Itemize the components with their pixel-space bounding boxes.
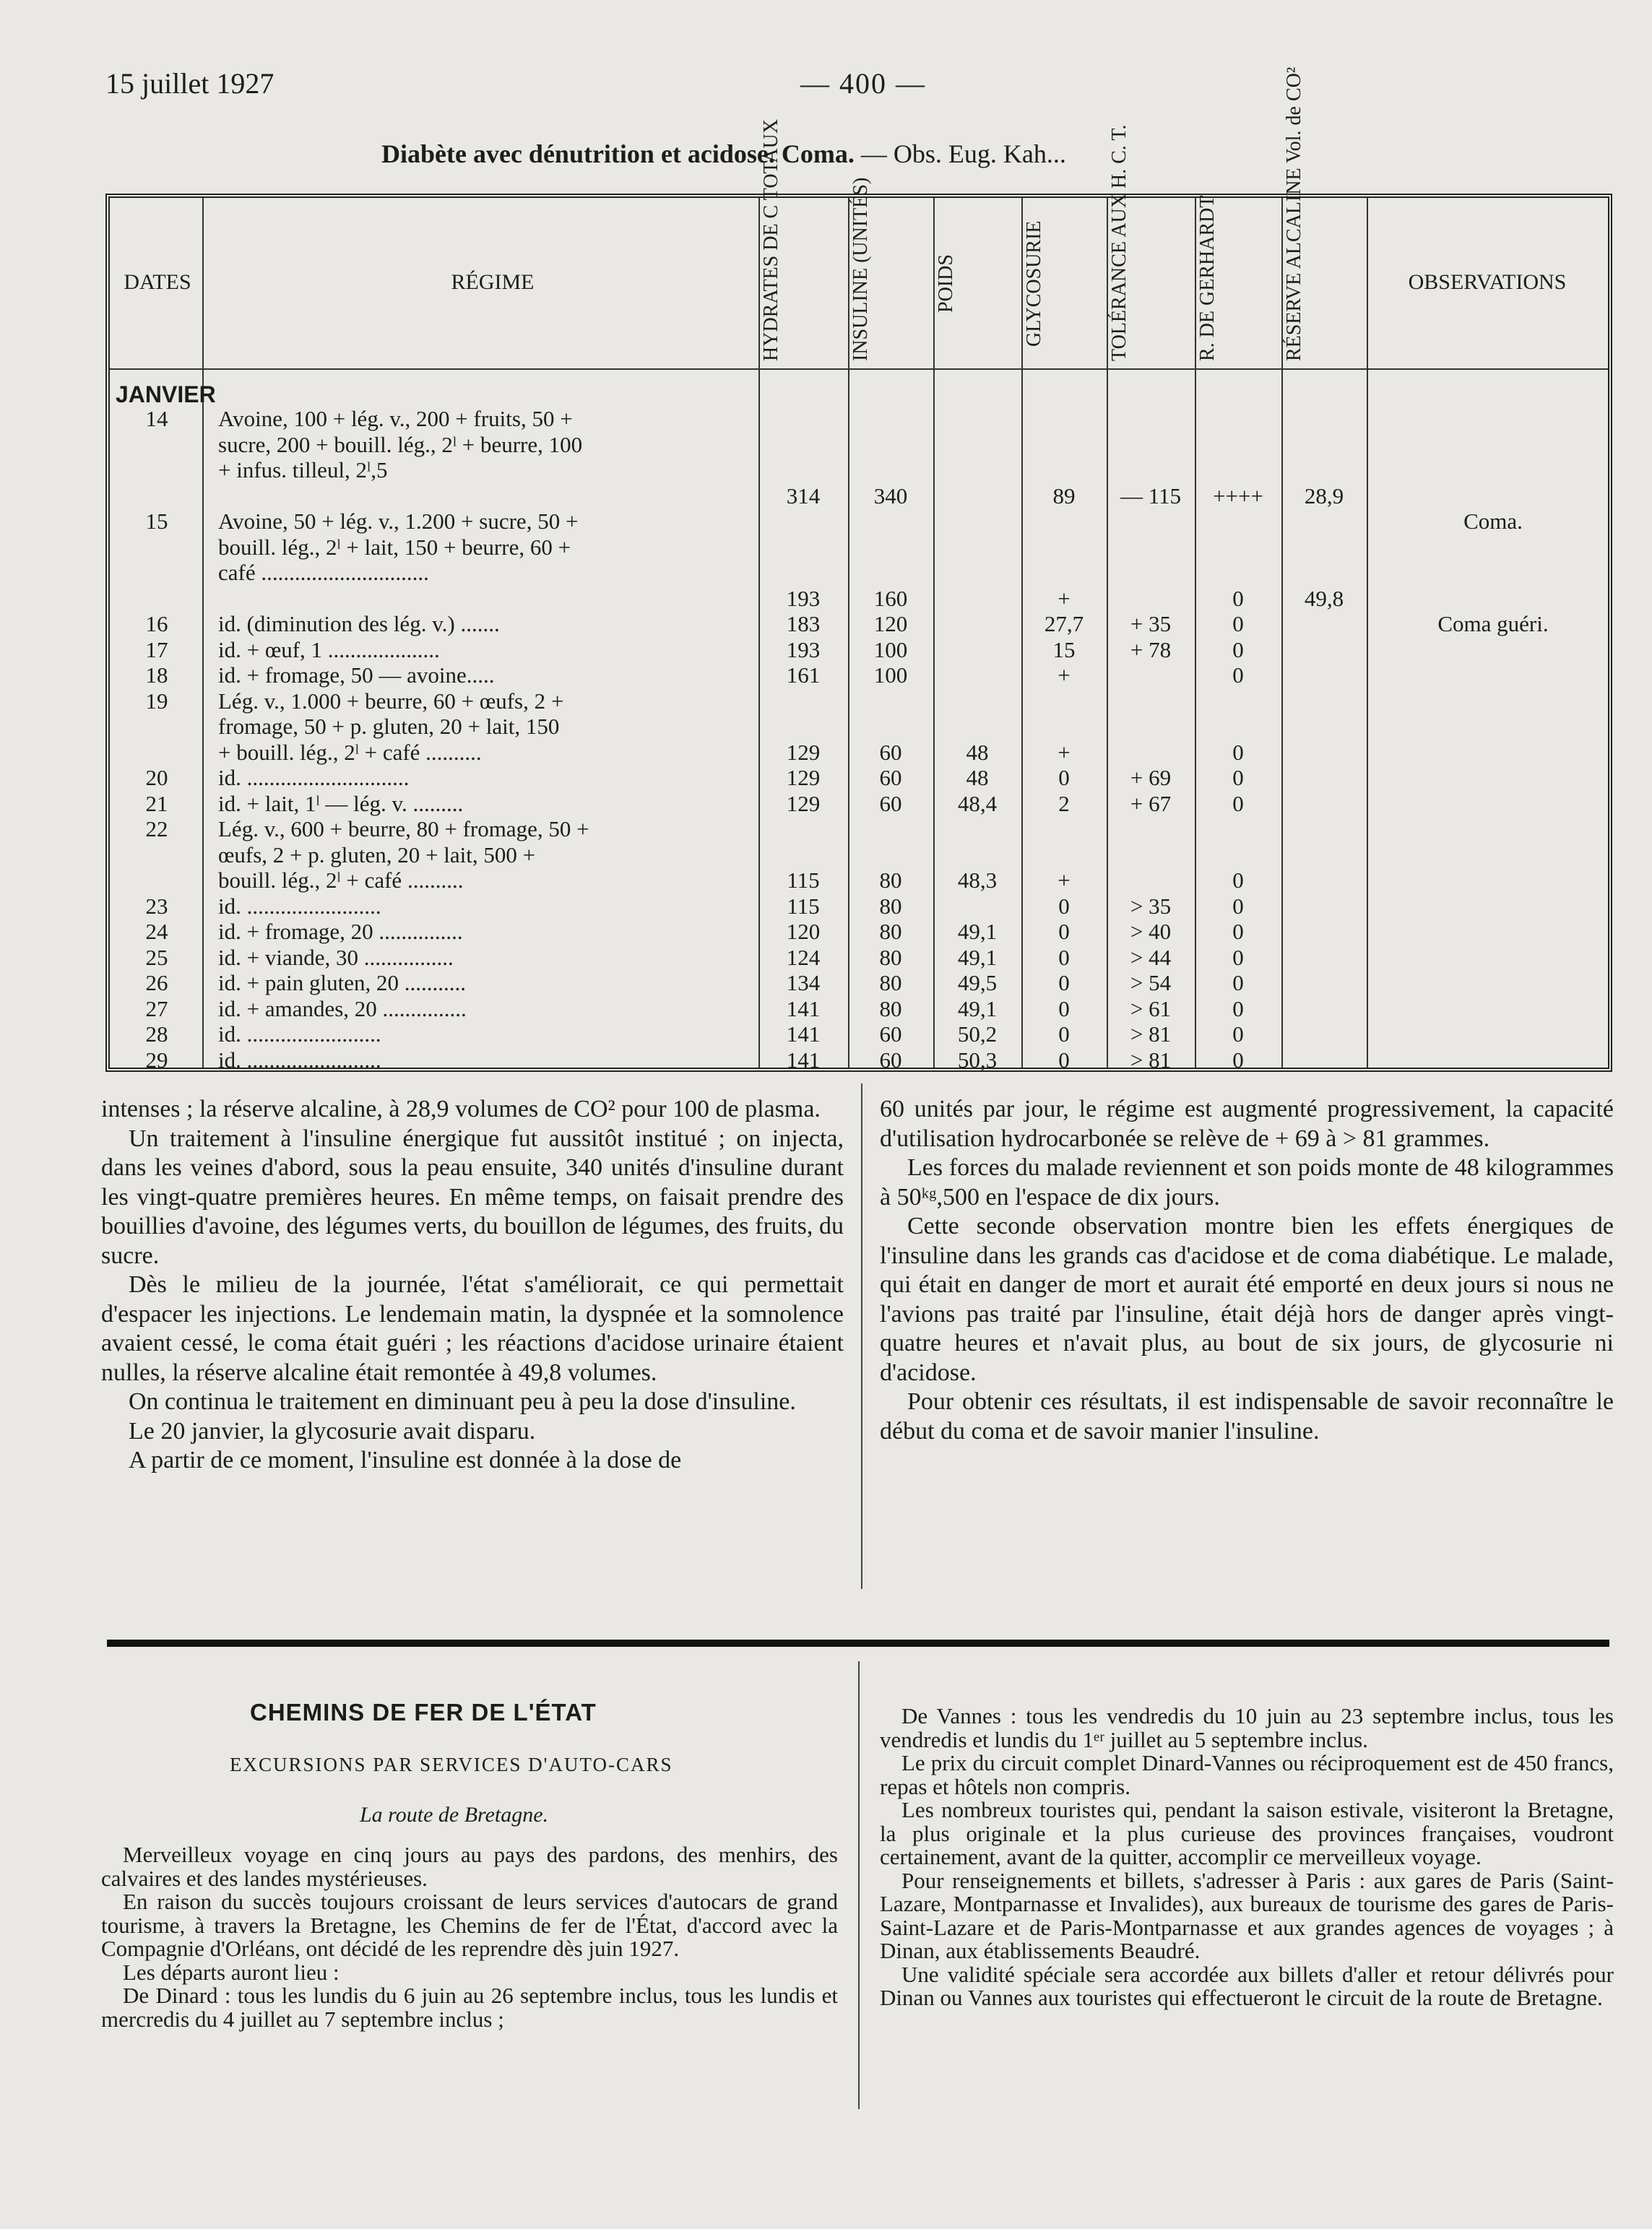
- paragraph: De Vannes : tous les vendredis du 10 juin au 23 septembre inclus, tous les vendredis et lundis du 1ᵉʳ juillet au 5 septembre inclus.: [880, 1703, 1614, 1752]
- header-hydrates: HYDRATES DE C TOTAUX: [760, 118, 782, 361]
- header-regime: RÉGIME: [451, 270, 535, 294]
- cell-regime: bouill. lég., 2ˡ + lait, 150 + beurre, 60 +: [218, 534, 571, 560]
- cell-date: 21: [145, 790, 168, 816]
- cell-tolerance: — 115: [1120, 482, 1182, 508]
- table-row: [110, 637, 1608, 663]
- table-row: [110, 765, 1608, 791]
- cell-observations: Coma guéri.: [1437, 611, 1549, 636]
- paragraph: Cette seconde observation montre bien les effets énergiques de l'insuline dans les grands cas d'acidose et de coma diabétique. Le malade, qui était en danger de mort et aurait été emporté en deux jours si nous ne l'avions pas traité par l'insuline, était déjà hors de danger après vingt-quatre heures et n'avait plus, au bout de six jours, de glycosurie ni d'acidose.: [880, 1213, 1614, 1386]
- cell-regime: id. (diminution des lég. v.) .......: [218, 611, 500, 636]
- cell-gerhardt: 0: [1232, 790, 1244, 816]
- paragraph: De Dinard : tous les lundis du 6 juin au 26 septembre inclus, tous les lundis et mercredis du 4 juillet au 7 septembre inclus ;: [101, 1983, 838, 2032]
- cell-hydrates: 161: [786, 662, 821, 688]
- table-row: [110, 611, 1608, 637]
- cell-hydrates: 183: [786, 611, 821, 636]
- cell-gerhardt: 0: [1232, 919, 1244, 944]
- cell-glycosurie: 27,7: [1044, 611, 1084, 636]
- cell-hydrates: 115: [787, 867, 820, 893]
- header-tolerance: TOLÉRANCE AUX H. C. T.: [1108, 124, 1130, 361]
- cell-poids: 48,3: [957, 867, 998, 893]
- cell-regime: Lég. v., 1.000 + beurre, 60 + œufs, 2 +: [218, 688, 564, 714]
- announcement-subtitle: EXCURSIONS PAR SERVICES D'AUTO-CARS: [230, 1754, 673, 1775]
- paragraph: Une validité spéciale sera accordée aux billets d'aller et retour délivrés pour Dinan ou Vannes aux touristes qui effectueront le circuit de la route de Bretagne.: [880, 1961, 1614, 2010]
- cell-insuline: 100: [873, 662, 908, 688]
- cell-insuline: 60: [879, 739, 902, 765]
- page-number: — 400 —: [800, 67, 926, 100]
- paragraph: Dès le milieu de la journée, l'état s'améliorait, ce qui permettait d'espacer les injections. Le lendemain matin, la dyspnée et la somnolence avaient cessé, le coma était guéri ; les réactions d'acidose urinaire étaient nulles, la réserve alcaline était remontée à 49,8 volumes.: [101, 1271, 844, 1386]
- cell-date: 14: [145, 406, 168, 431]
- cell-poids: 49,5: [957, 970, 998, 995]
- cell-insuline: 80: [879, 919, 902, 944]
- cell-glycosurie: 0: [1058, 893, 1070, 919]
- cell-glycosurie: +: [1058, 739, 1071, 765]
- announcement-route: La route de Bretagne.: [360, 1803, 549, 1827]
- cell-regime: id. .............................: [218, 765, 410, 790]
- cell-gerhardt: 0: [1232, 611, 1244, 636]
- table-row: [110, 945, 1608, 971]
- cell-regime: café ..............................: [218, 560, 429, 585]
- cell-date: 17: [145, 636, 168, 662]
- header-insuline: INSULINE (UNITÉS): [849, 177, 872, 361]
- paragraph: intenses ; la réserve alcaline, à 28,9 volumes de CO² pour 100 de plasma.: [101, 1096, 821, 1122]
- table-row: [110, 1047, 1608, 1073]
- cell-regime: + infus. tilleul, 2ˡ,5: [218, 457, 388, 482]
- cell-hydrates: 193: [786, 585, 821, 611]
- paragraph: Les départs auront lieu :: [123, 1959, 340, 1985]
- body-right-column: [880, 1095, 1614, 1593]
- cell-glycosurie: 0: [1058, 944, 1070, 970]
- cell-tolerance: > 61: [1130, 995, 1172, 1021]
- cell-insuline: 160: [873, 585, 908, 611]
- cell-tolerance: > 81: [1130, 1021, 1172, 1047]
- table-row: [110, 996, 1608, 1022]
- announcement-right-column: [880, 1705, 1614, 2109]
- column-divider: [861, 1083, 862, 1589]
- cell-insuline: 60: [879, 790, 902, 816]
- paragraph: On continua le traitement en diminuant peu à peu la dose d'insuline.: [129, 1388, 796, 1415]
- cell-glycosurie: +: [1058, 585, 1071, 611]
- cell-date: 26: [145, 970, 168, 995]
- cell-insuline: 80: [879, 995, 902, 1021]
- cell-date: 24: [145, 919, 168, 944]
- cell-tolerance: > 35: [1130, 893, 1172, 919]
- cell-poids: 49,1: [957, 944, 998, 970]
- cell-gerhardt: 0: [1232, 585, 1244, 611]
- header-dates: DATES: [124, 270, 191, 294]
- cell-regime: id. + amandes, 20 ...............: [218, 995, 467, 1021]
- table-row: [110, 688, 1608, 714]
- cell-regime: id. ........................: [218, 1047, 381, 1073]
- table-row: [110, 919, 1608, 945]
- table-row: [110, 893, 1608, 919]
- cell-glycosurie: 0: [1058, 919, 1070, 944]
- table-row: [110, 662, 1608, 688]
- cell-glycosurie: +: [1058, 867, 1071, 893]
- cell-gerhardt: 0: [1232, 995, 1244, 1021]
- paragraph: Les nombreux touristes qui, pendant la saison estivale, visiteront la Bretagne, la plus originale et la plus curieuse des provinces françaises, voudront certainement, avant de la quitter, accomplir ce merveilleux voyage.: [880, 1797, 1614, 1869]
- cell-poids: 48: [966, 765, 989, 790]
- cell-poids: 48,4: [957, 790, 998, 816]
- cell-hydrates: 314: [786, 482, 821, 508]
- cell-gerhardt: 0: [1232, 662, 1244, 688]
- cell-gerhardt: ++++: [1213, 482, 1263, 508]
- table-row: [110, 970, 1608, 996]
- header-reserve: RÉSERVE ALCALINE Vol. de CO²: [1283, 66, 1305, 361]
- cell-hydrates: 193: [786, 636, 821, 662]
- cell-hydrates: 134: [786, 970, 821, 995]
- cell-tolerance: > 54: [1130, 970, 1172, 995]
- cell-poids: 48: [966, 739, 989, 765]
- cell-gerhardt: 0: [1232, 893, 1244, 919]
- cell-regime: id. + fromage, 50 — avoine.....: [218, 662, 495, 688]
- cell-gerhardt: 0: [1232, 1021, 1244, 1047]
- cell-tolerance: > 40: [1130, 919, 1172, 944]
- cell-date: 16: [145, 611, 168, 636]
- table-row: [110, 406, 1608, 432]
- header-rule: [110, 368, 1608, 370]
- table-row: [110, 483, 1608, 509]
- cell-regime: id. ........................: [218, 1021, 381, 1047]
- cell-reserve: 28,9: [1304, 482, 1344, 508]
- cell-regime: œufs, 2 + p. gluten, 20 + lait, 500 +: [218, 841, 536, 867]
- cell-date: 22: [145, 816, 168, 841]
- table-row: [110, 714, 1608, 740]
- column-divider: [858, 1661, 860, 2109]
- header-glycosurie: GLYCOSURIE: [1023, 220, 1045, 347]
- cell-glycosurie: 89: [1052, 482, 1076, 508]
- cell-hydrates: 141: [786, 1047, 821, 1073]
- paragraph: A partir de ce moment, l'insuline est donnée à la dose de: [129, 1447, 682, 1473]
- cell-regime: + bouill. lég., 2ˡ + café ..........: [218, 739, 482, 765]
- cell-gerhardt: 0: [1232, 636, 1244, 662]
- cell-date: 28: [145, 1021, 168, 1047]
- table-row: [110, 508, 1608, 534]
- cell-date: 18: [145, 662, 168, 688]
- announcement-title: CHEMINS DE FER DE L'ÉTAT: [250, 1699, 597, 1726]
- paragraph: 60 unités par jour, le régime est augmenté progressivement, la capacité d'utilisation hydrocarbonée se relève de + 69 à > 81 grammes.: [880, 1096, 1614, 1152]
- cell-poids: 50,2: [957, 1021, 998, 1047]
- cell-tolerance: + 67: [1130, 790, 1172, 816]
- paragraph: Le 20 janvier, la glycosurie avait disparu.: [129, 1417, 536, 1445]
- cell-hydrates: 124: [786, 944, 821, 970]
- table-row: [110, 560, 1608, 586]
- cell-date: 15: [145, 508, 168, 534]
- cell-insuline: 60: [879, 765, 902, 790]
- cell-date: 23: [145, 893, 168, 919]
- cell-regime: sucre, 200 + bouill. lég., 2ˡ + beurre, 100: [218, 431, 583, 457]
- cell-date: 25: [145, 944, 168, 970]
- cell-regime: Avoine, 50 + lég. v., 1.200 + sucre, 50 +: [218, 508, 579, 534]
- cell-gerhardt: 0: [1232, 1047, 1244, 1073]
- cell-gerhardt: 0: [1232, 867, 1244, 893]
- paragraph: Les forces du malade reviennent et son poids monte de 48 kilogrammes à 50ᵏᵍ,500 en l'espace de dix jours.: [880, 1154, 1614, 1211]
- observation-title: [381, 139, 1066, 169]
- body-left-column: [101, 1095, 844, 1586]
- cell-tolerance: + 69: [1130, 765, 1172, 790]
- paragraph: En raison du succès toujours croissant de leurs services d'autocars de grand tourisme, à travers la Bretagne, les Chemins de fer de l'État, d'accord avec la Compagnie d'Orléans, ont décidé de les reprendre dès juin 1927.: [101, 1889, 838, 1961]
- paragraph: Un traitement à l'insuline énergique fut aussitôt institué ; on injecta, dans les veines d'abord, sous la peau ensuite, 340 unités d'insuline durant les vingt-quatre premières heures. En même temps, on faisait prendre des bouillies d'avoine, des légumes verts, du bouillon de légumes, des fruits, du sucre.: [101, 1125, 844, 1269]
- cell-regime: id. + viande, 30 ................: [218, 944, 454, 970]
- cell-insuline: 120: [873, 611, 908, 636]
- table-row: [110, 842, 1608, 868]
- cell-insuline: 80: [879, 970, 902, 995]
- cell-hydrates: 115: [787, 893, 820, 919]
- paragraph: Le prix du circuit complet Dinard-Vannes ou réciproquement est de 450 francs, repas et hôtels non compris.: [880, 1750, 1614, 1799]
- cell-regime: id. ........................: [218, 893, 381, 919]
- cell-hydrates: 129: [786, 739, 821, 765]
- cell-glycosurie: 15: [1052, 636, 1076, 662]
- announcement-left-column: [101, 1843, 838, 2103]
- cell-gerhardt: 0: [1232, 944, 1244, 970]
- table-row: [110, 432, 1608, 458]
- cell-regime: id. + œuf, 1 ....................: [218, 636, 440, 662]
- cell-date: 29: [145, 1047, 168, 1073]
- cell-hydrates: 129: [786, 790, 821, 816]
- paragraph: Merveilleux voyage en cinq jours au pays des pardons, des menhirs, des calvaires et des landes mystérieuses.: [101, 1842, 838, 1891]
- cell-glycosurie: 0: [1058, 765, 1070, 790]
- cell-regime: bouill. lég., 2ˡ + café ..........: [218, 867, 464, 893]
- cell-poids: 49,1: [957, 995, 998, 1021]
- issue-date: 15 juillet 1927: [105, 67, 274, 100]
- cell-poids: 50,3: [957, 1047, 998, 1073]
- cell-reserve: 49,8: [1304, 585, 1344, 611]
- cell-insuline: 80: [879, 944, 902, 970]
- cell-insuline: 100: [873, 636, 908, 662]
- cell-regime: fromage, 50 + p. gluten, 20 + lait, 150: [218, 714, 560, 739]
- cell-insuline: 60: [879, 1047, 902, 1073]
- title-ref: — Obs. Eug. Kah...: [860, 139, 1066, 168]
- cell-gerhardt: 0: [1232, 970, 1244, 995]
- cell-glycosurie: 0: [1058, 1047, 1070, 1073]
- cell-hydrates: 141: [786, 995, 821, 1021]
- cell-regime: id. + lait, 1ˡ — lég. v. .........: [218, 790, 464, 816]
- cell-regime: Avoine, 100 + lég. v., 200 + fruits, 50 +: [218, 406, 573, 431]
- cell-glycosurie: 0: [1058, 1021, 1070, 1047]
- cell-insuline: 340: [873, 482, 908, 508]
- table-row: [110, 816, 1608, 842]
- cell-date: 27: [145, 995, 168, 1021]
- header-gerhardt: R. DE GERHARDT: [1196, 195, 1219, 361]
- table-row: [110, 867, 1608, 893]
- section-rule: [107, 1640, 1609, 1647]
- cell-date: 20: [145, 765, 168, 790]
- cell-gerhardt: 0: [1232, 765, 1244, 790]
- cell-hydrates: 129: [786, 765, 821, 790]
- cell-gerhardt: 0: [1232, 739, 1244, 765]
- cell-insuline: 60: [879, 1021, 902, 1047]
- table-row: [110, 534, 1608, 561]
- header-poids: POIDS: [935, 254, 957, 313]
- cell-glycosurie: 0: [1058, 970, 1070, 995]
- table-row: [110, 791, 1608, 817]
- paragraph: Pour renseignements et billets, s'adresser à Paris : aux gares de Paris (Saint-Lazare, Montparnasse et Invalides), aux bureaux de tourisme des gares de Paris-Saint-Lazare et de Paris-Montparnasse et aux grandes agences de voyages ; à Dinan, aux établissements Beaudré.: [880, 1867, 1614, 1963]
- cell-regime: id. + pain gluten, 20 ...........: [218, 970, 466, 995]
- cell-glycosurie: +: [1058, 662, 1071, 688]
- cell-observations: Coma.: [1463, 508, 1523, 534]
- table-row: [110, 457, 1608, 483]
- cell-date: 19: [145, 688, 168, 714]
- cell-insuline: 80: [879, 893, 902, 919]
- table-row: [110, 1021, 1608, 1047]
- cell-tolerance: + 78: [1130, 636, 1172, 662]
- header-observations: OBSERVATIONS: [1408, 270, 1567, 294]
- cell-tolerance: > 44: [1130, 944, 1172, 970]
- cell-poids: 49,1: [957, 919, 998, 944]
- title-main: Diabète avec dénutrition et acidose. Coma.: [381, 139, 855, 168]
- cell-tolerance: > 81: [1130, 1047, 1172, 1073]
- cell-hydrates: 120: [786, 919, 821, 944]
- cell-insuline: 80: [879, 867, 902, 893]
- paragraph: Pour obtenir ces résultats, il est indispensable de savoir reconnaître le début du coma et de savoir manier l'insuline.: [880, 1388, 1614, 1445]
- cell-glycosurie: 0: [1058, 995, 1070, 1021]
- month-label: JANVIER: [116, 381, 216, 407]
- cell-glycosurie: 2: [1058, 790, 1070, 816]
- table-row: [110, 740, 1608, 766]
- cell-hydrates: 141: [786, 1021, 821, 1047]
- cell-tolerance: + 35: [1130, 611, 1172, 636]
- cell-regime: id. + fromage, 20 ...............: [218, 919, 463, 944]
- table-row: [110, 586, 1608, 612]
- cell-regime: Lég. v., 600 + beurre, 80 + fromage, 50 +: [218, 816, 589, 841]
